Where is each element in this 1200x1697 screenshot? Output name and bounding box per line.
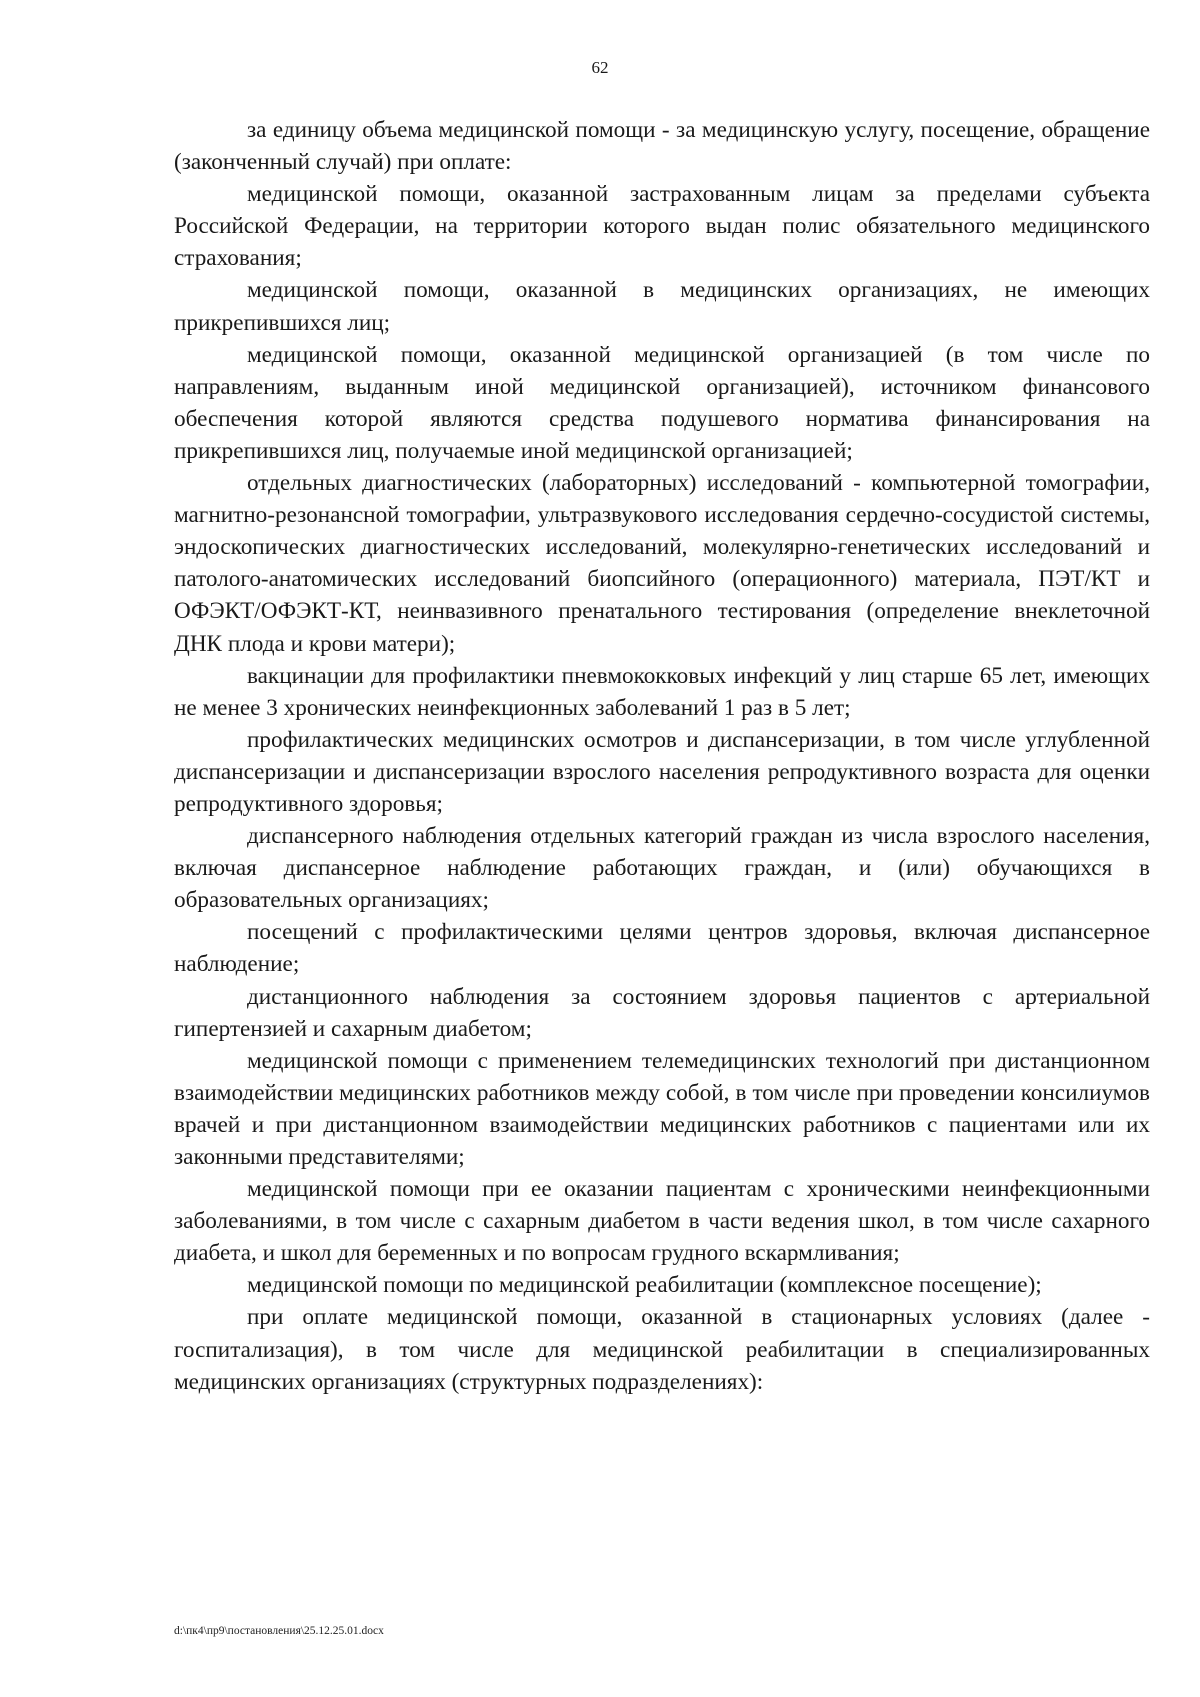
paragraph: медицинской помощи с применением телемедицинских технологий при дистанционном взаимодействии медицинских работников между собой, в том числе при проведении консилиумов врачей и при дистанционном взаимодействии медицинских работников с пациентами или их законными представителями; <box>174 1047 1150 1170</box>
page-number: 62 <box>591 58 609 77</box>
paragraph: вакцинации для профилактики пневмококковых инфекций у лиц старше 65 лет, имеющих не менее 3 хронических неинфекционных заболеваний 1 раз в 5 лет; <box>174 662 1150 721</box>
document-body <box>174 114 1150 1398</box>
paragraph: медицинской помощи, оказанной медицинской организацией (в том числе по направлениям, выданным иной медицинской организацией), источником финансового обеспечения которой являются средства подушевого норматива финансирования на прикрепившихся лиц, получаемые иной медицинской организацией; <box>174 341 1150 464</box>
paragraph: медицинской помощи, оказанной в медицинских организациях, не имеющих прикрепившихся лиц; <box>174 277 1150 336</box>
paragraph: медицинской помощи при ее оказании пациентам с хроническими неинфекционными заболеваниями, в том числе с сахарным диабетом в части ведения школ, в том числе сахарного диабета, и школ для беременных и по вопросам грудного вскармливания; <box>174 1176 1150 1267</box>
paragraph: профилактических медицинских осмотров и диспансеризации, в том числе углубленной диспансеризации и диспансеризации взрослого населения репродуктивного возраста для оценки репродуктивного здоровья; <box>174 726 1150 817</box>
footer-file-path: d:\пк4\пр9\постановления\25.12.25.01.docx <box>174 1625 384 1637</box>
paragraph: за единицу объема медицинской помощи - за медицинскую услугу, посещение, обращение (законченный случай) при оплате: <box>174 117 1150 176</box>
paragraph: при оплате медицинской помощи, оказанной в стационарных условиях (далее - госпитализация), в том числе для медицинской реабилитации в специализированных медицинских организациях (структурных подразделениях): <box>174 1304 1150 1395</box>
paragraph: посещений с профилактическими целями центров здоровья, включая диспансерное наблюдение; <box>174 919 1150 978</box>
paragraph: медицинской помощи, оказанной застрахованным лицам за пределами субъекта Российской Федерации, на территории которого выдан полис обязательного медицинского страхования; <box>174 181 1150 272</box>
paragraph: диспансерного наблюдения отдельных категорий граждан из числа взрослого населения, включая диспансерное наблюдение работающих граждан, и (или) обучающихся в образовательных организациях; <box>174 823 1150 914</box>
paragraph: дистанционного наблюдения за состоянием здоровья пациентов с артериальной гипертензией и сахарным диабетом; <box>174 983 1150 1042</box>
paragraph: медицинской помощи по медицинской реабилитации (комплексное посещение); <box>247 1272 1042 1299</box>
paragraph: отдельных диагностических (лабораторных) исследований - компьютерной томографии, магнитно-резонансной томографии, ультразвукового исследования сердечно-сосудистой системы, эндоскопических диагностических исследований, молекулярно-генетических исследований и патолого-анатомических исследований биопсийного (операционного) материала, ПЭТ/КТ и ОФЭКТ/ОФЭКТ-КТ, неинвазивного пренатального тестирования (определение внеклеточной ДНК плода и крови матери); <box>174 470 1150 657</box>
